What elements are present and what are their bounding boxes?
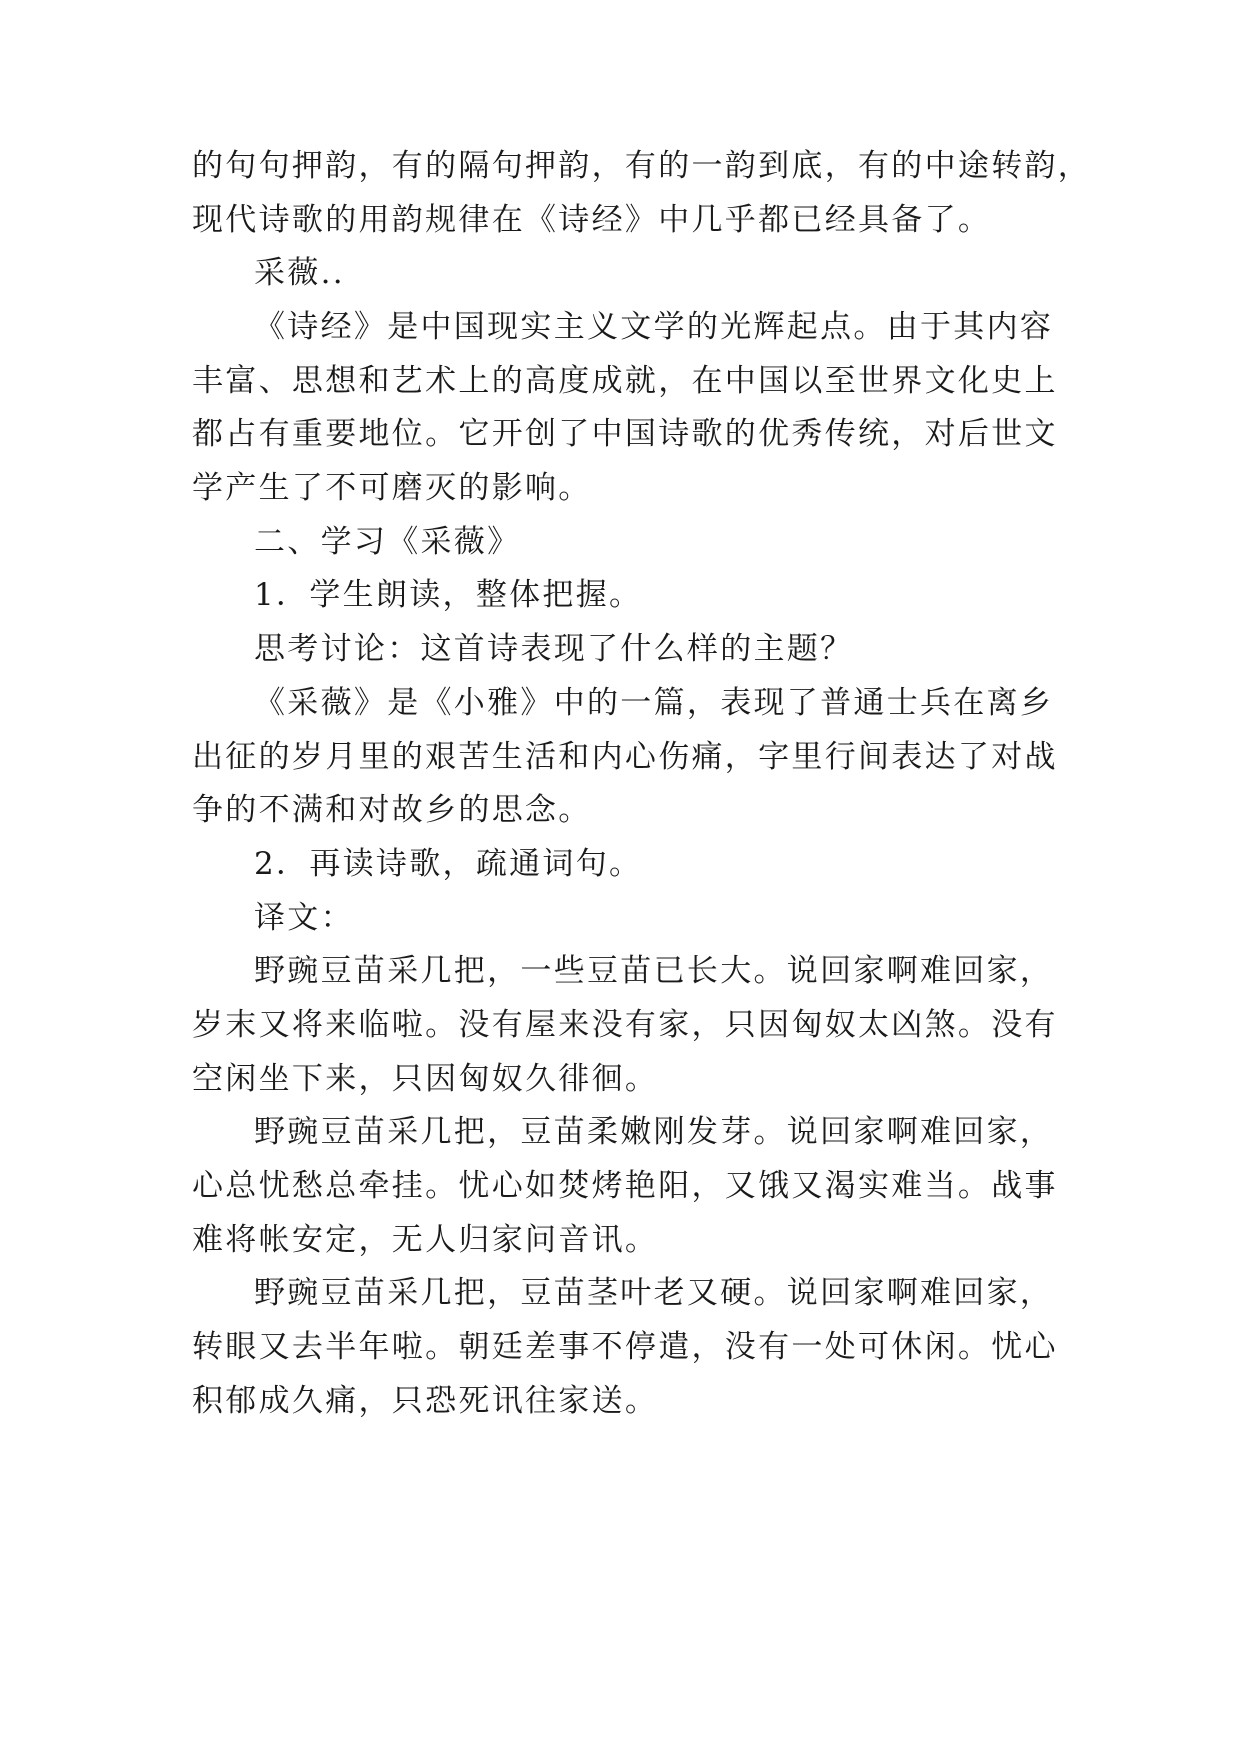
discussion-question: 思考讨论：这首诗表现了什么样的主题？ [254, 631, 854, 667]
translation-line: 转眼又去半年啦。朝廷差事不停遣，没有一处可休闲。忧心 [192, 1329, 1058, 1365]
numbered-item: 1．学生朗读，整体把握。 [254, 577, 643, 613]
text-line: 都占有重要地位。它开创了中国诗歌的优秀传统，对后世文 [192, 416, 1058, 452]
text-line: 争的不满和对故乡的思念。 [192, 792, 592, 828]
translation-line: 野豌豆苗采几把，豆苗茎叶老又硬。说回家啊难回家， [254, 1275, 1054, 1311]
text-line: 学产生了不可磨灭的影响。 [192, 470, 592, 506]
numbered-item: 2．再读诗歌，疏通词句。 [254, 846, 643, 882]
section-heading: 二、学习《采薇》 [254, 524, 521, 560]
text-line: 的句句押韵，有的隔句押韵，有的一韵到底，有的中途转韵， [192, 148, 1092, 184]
translation-line: 野豌豆苗采几把，豆苗柔嫩刚发芽。说回家啊难回家， [254, 1114, 1054, 1150]
translation-line: 难将帐安定，无人归家问音讯。 [192, 1222, 659, 1258]
text-line: 现代诗歌的用韵规律在《诗经》中几乎都已经具备了。 [192, 202, 992, 238]
text-line: 丰富、思想和艺术上的高度成就，在中国以至世界文化史上 [192, 363, 1058, 399]
translation-line: 积郁成久痛，只恐死讯往家送。 [192, 1383, 659, 1419]
translation-line: 岁末又将来临啦。没有屋来没有家，只因匈奴太凶煞。没有 [192, 1007, 1058, 1043]
translation-label: 译文： [254, 900, 354, 936]
translation-line: 心总忧愁总牵挂。忧心如焚烤艳阳，又饿又渴实难当。战事 [192, 1168, 1058, 1204]
translation-line: 野豌豆苗采几把，一些豆苗已长大。说回家啊难回家， [254, 953, 1054, 989]
text-line: 出征的岁月里的艰苦生活和内心伤痛，字里行间表达了对战 [192, 739, 1058, 775]
text-line: 《诗经》是中国现实主义文学的光辉起点。由于其内容 [254, 309, 1054, 345]
translation-line: 空闲坐下来，只因匈奴久徘徊。 [192, 1061, 659, 1097]
text-line: 《采薇》是《小雅》中的一篇，表现了普通士兵在离乡 [254, 685, 1054, 721]
section-label: 采薇.. [254, 255, 345, 291]
